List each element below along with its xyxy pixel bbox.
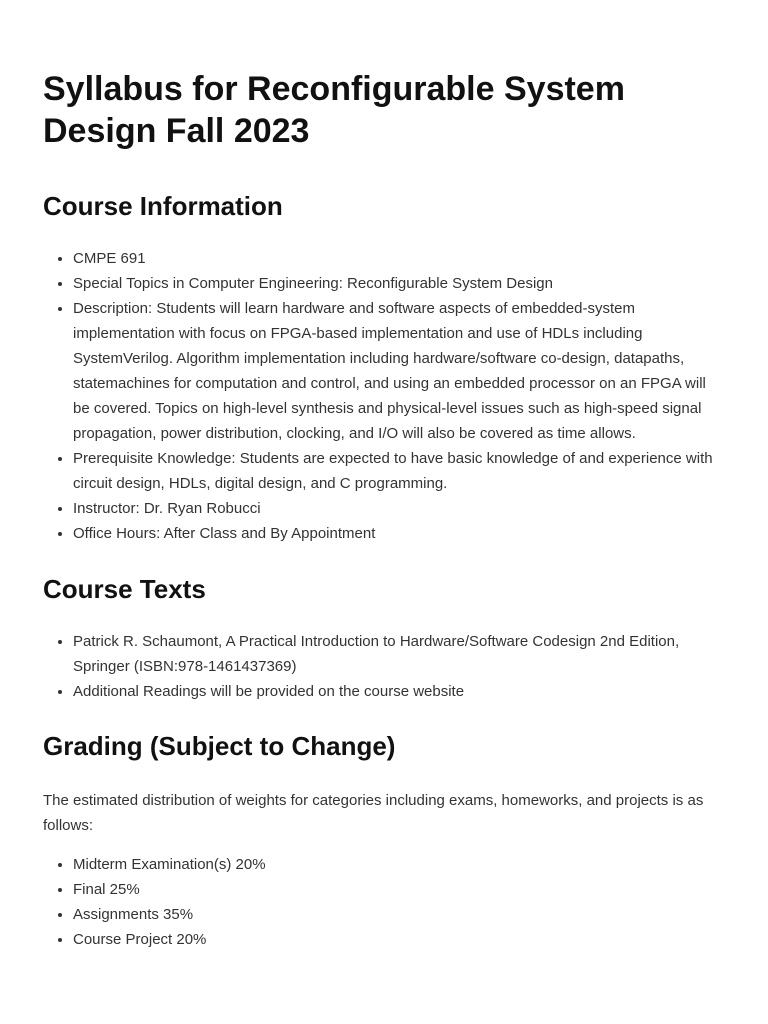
grading-list [43, 852, 725, 952]
list-item: • Patrick R. Schaumont, A Practical Introduction to Hardware/Software Codesign 2nd Edition, Springer (ISBN:978-1461437369) [73, 629, 725, 679]
page-title: Syllabus for Reconfigurable System Design Fall 2023 [43, 70, 625, 150]
list-item: • Assignments 35% [73, 902, 725, 927]
list-item: • Additional Readings will be provided on the course website [73, 679, 725, 704]
course-information-heading: Course Information [43, 191, 283, 221]
list-item: • Final 25% [73, 877, 725, 902]
course-texts-list [43, 629, 725, 704]
course-texts-section [43, 572, 725, 704]
list-item: • Office Hours: After Class and By Appointment [73, 521, 725, 546]
list-item: • Midterm Examination(s) 20% [73, 852, 725, 877]
list-item: • CMPE 691 [73, 246, 725, 271]
course-texts-heading: Course Texts [43, 574, 206, 604]
list-item: • Prerequisite Knowledge: Students are expected to have basic knowledge of and experience with circuit design, HDLs, digital design, and C programming. [73, 446, 725, 496]
grading-heading: Grading (Subject to Change) [43, 731, 396, 761]
list-item: • Description: Students will learn hardware and software aspects of embedded-system implementation with focus on FPGA-based implementation and use of HDLs including SystemVerilog. Algorithm implementation including hardware/software co-design, datapaths, statemachines for computation and control, and using an embedded processor on an FPGA will be covered. Topics on high-level synthesis and physical-level issues such as high-speed signal propagation, power distribution, clocking, and I/O will also be covered as time allows. [73, 296, 725, 446]
list-item: • Course Project 20% [73, 927, 725, 952]
course-information-list [43, 246, 725, 546]
list-item: • Instructor: Dr. Ryan Robucci [73, 496, 725, 521]
grading-intro: The estimated distribution of weights for categories including exams, homeworks, and projects is as follows: [43, 792, 704, 834]
grading-section [43, 729, 725, 952]
course-information-section [43, 189, 725, 546]
list-item: • Special Topics in Computer Engineering: Reconfigurable System Design [73, 271, 725, 296]
